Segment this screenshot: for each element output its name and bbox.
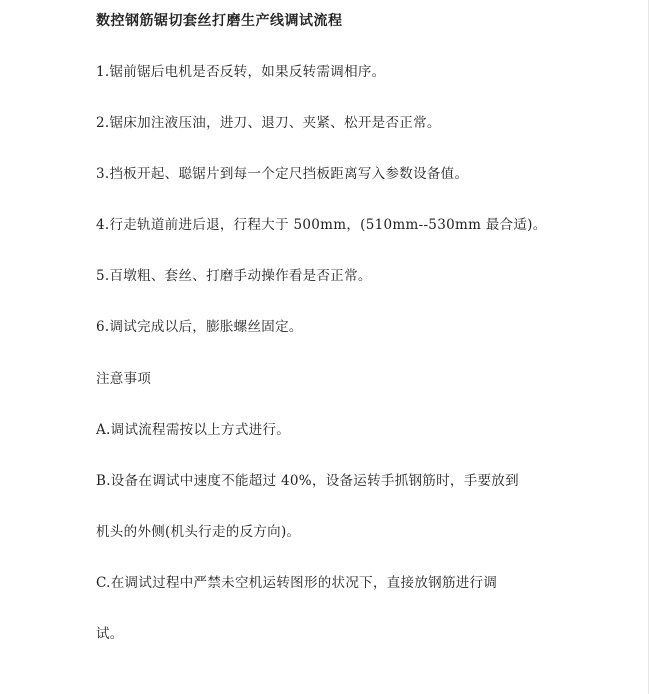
note-a: A.调试流程需按以上方式进行。: [96, 422, 291, 438]
document-title: 数控钢筋锯切套丝打磨生产线调试流程: [96, 13, 343, 29]
step-2: 2.锯床加注液压油，进刀、退刀、夹紧、松开是否正常。: [96, 115, 441, 131]
note-b: B.设备在调试中速度不能超过 40%，设备运转手抓钢筋时，手要放到: [96, 473, 519, 489]
step-5: 5.百墩粗、套丝、打磨手动操作看是否正常。: [96, 268, 372, 284]
step-4: 4.行走轨道前进后退，行程大于 500mm，(510mm--530mm 最合适)。: [96, 217, 547, 233]
note-b-continued: 机头的外侧(机头行走的反方向)。: [96, 524, 301, 540]
note-c: C.在调试过程中严禁未空机运转图形的状况下，直接放钢筋进行调: [96, 575, 498, 591]
step-3: 3.挡板开起、聪锯片到每一个定尺挡板距离写入参数设备值。: [96, 166, 469, 182]
step-6: 6.调试完成以后，膨胀螺丝固定。: [96, 319, 303, 335]
step-1: 1.锯前锯后电机是否反转，如果反转需调相序。: [96, 64, 386, 80]
notes-heading: 注意事项: [96, 371, 152, 387]
note-c-continued: 试。: [96, 626, 124, 642]
